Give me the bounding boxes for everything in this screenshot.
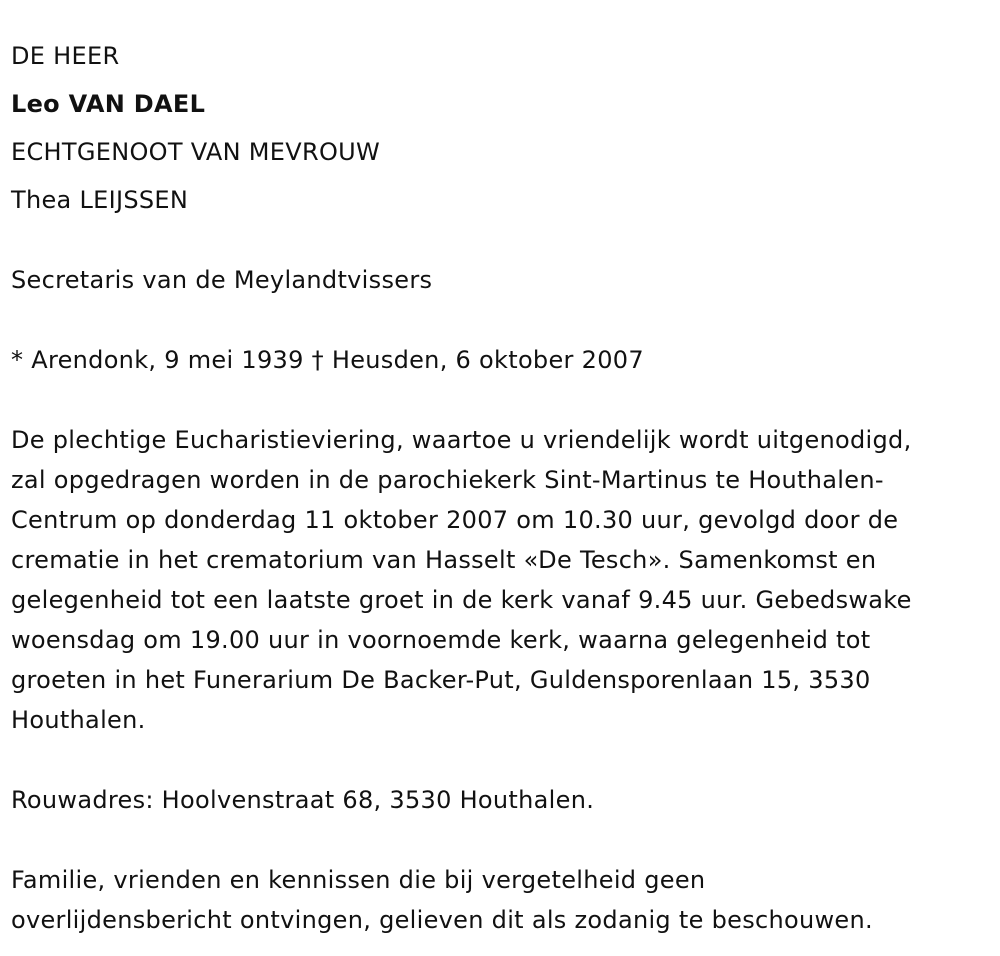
closing-line: Familie, vrienden en kennissen die bij vergetelheid geen [11,866,706,894]
relation-label: ECHTGENOOT VAN MEVROUW [11,138,381,166]
closing-line: overlijdensbericht ontvingen, gelieven dit als zodanig te beschouwen. [11,906,873,934]
ceremony-line: De plechtige Eucharistieviering, waartoe u vriendelijk wordt uitgenodigd, [11,426,912,454]
role-line: Secretaris van de Meylandtvissers [11,266,433,294]
birth-info: * Arendonk, 9 mei 1939 [11,346,304,374]
death-info: Heusden, 6 oktober 2007 [331,346,644,374]
deceased-name: Leo VAN DAEL [11,90,206,118]
ceremony-line: groeten in het Funerarium De Backer-Put, Guldensporenlaan 15, 3530 [11,666,871,694]
ceremony-line: gelegenheid tot een laatste groet in de kerk vanaf 9.45 uur. Gebedswake [11,586,912,614]
ceremony-line: woensdag om 19.00 uur in voornoemde kerk, waarna gelegenheid tot [11,626,871,654]
mourning-address: Rouwadres: Hoolvenstraat 68, 3530 Houthalen. [11,786,595,814]
ceremony-line: crematie in het crematorium van Hasselt «De Tesch». Samenkomst en [11,546,877,574]
cross-icon: † [311,346,324,374]
ceremony-paragraph [11,420,996,740]
spouse-name: Thea LEIJSSEN [11,186,189,214]
title-prefix: DE HEER [11,42,120,70]
ceremony-line: Centrum op donderdag 11 oktober 2007 om 10.30 uur, gevolgd door de [11,506,899,534]
ceremony-line: zal opgedragen worden in de parochiekerk Sint-Martinus te Houthalen- [11,466,884,494]
dates-line [11,340,644,380]
closing-paragraph [11,860,996,940]
ceremony-line: Houthalen. [11,706,146,734]
